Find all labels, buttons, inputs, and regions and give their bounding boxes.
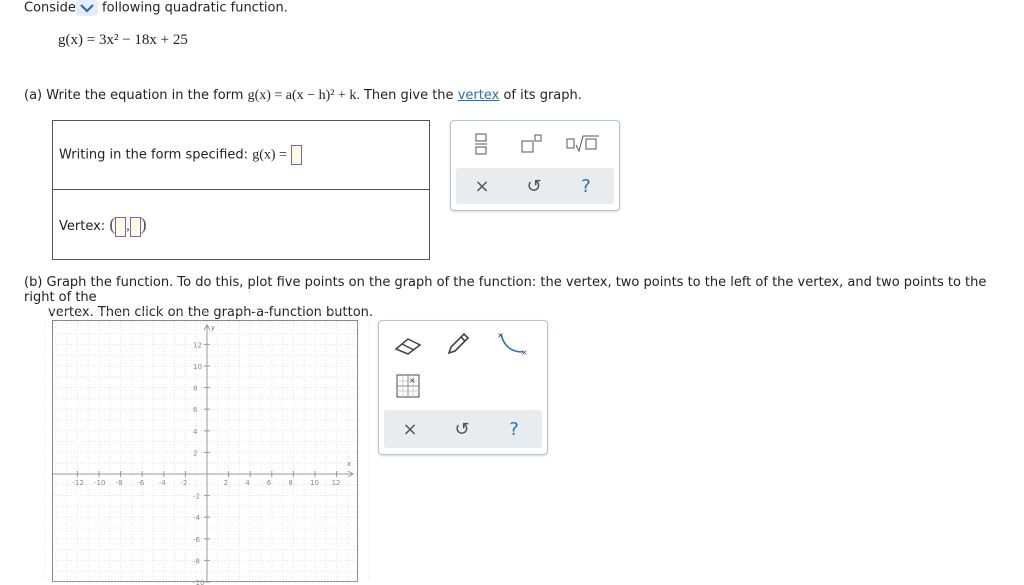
clear-icon[interactable]: × [474,175,490,197]
vertex-form-expression: g(x) = a(x − h)² + k. [247,88,360,103]
y-tick-label: -6 [193,535,200,544]
answer-row-vertex [53,190,429,259]
y-tick-label: -8 [193,557,200,566]
x-tick-label: -2 [180,479,188,487]
pencil-icon[interactable] [443,329,473,359]
x-tick-label: -8 [115,479,123,487]
vertex-k-input[interactable] [130,217,141,237]
y-tick-label: -2 [193,492,200,501]
x-tick-label: -4 [158,479,166,487]
part-a-text-end: of its graph. [503,88,582,103]
y-tick-label: 6 [193,406,198,415]
collapse-chevron-button[interactable] [76,0,98,16]
y-tick-label: 12 [193,341,202,350]
answer-box [52,120,430,260]
paren-close-icon: ) [140,214,147,234]
graph-toolbar [378,320,548,455]
x-tick-label: -12 [72,479,84,487]
vertex-row-label: Vertex: [59,219,106,234]
vertex-link[interactable]: vertex [457,88,500,103]
intro-text-end: following quadratic function. [102,0,288,16]
sqrt-icon[interactable] [565,131,601,157]
form-row-expression: g(x) = [252,147,287,163]
eraser-icon[interactable] [393,331,423,359]
x-tick-label: 4 [245,479,250,487]
form-answer-input[interactable] [291,145,302,165]
help-icon[interactable]: ? [581,175,591,197]
graph-help-icon[interactable]: ? [509,418,519,440]
svg-text:×: × [521,348,528,357]
intro-text-start: Conside [24,0,76,16]
graph-function-icon[interactable] [395,373,421,399]
parabola-tool-icon[interactable] [495,329,529,359]
y-axis-label: y [211,324,216,332]
x-tick-label: 2 [223,479,229,487]
part-b-label: (b) [24,275,43,290]
part-b-prompt [24,275,1019,320]
y-tick-label: 10 [193,363,202,371]
part-b-line1: Graph the function. To do this, plot five points on the graph of the function: the vertex, two points to the left of the vertex, and two points to the right of the [24,275,987,305]
part-a-text: Write the equation in the form [46,88,244,103]
x-tick-label: -10 [94,479,106,487]
part-a-label: (a) [24,88,43,103]
intro-line [24,0,288,16]
x-tick-label: -6 [137,479,145,487]
x-tick-label: 6 [266,479,272,487]
svg-text:×: × [409,376,416,385]
y-tick-label: 4 [193,427,198,436]
superscript-icon[interactable] [519,131,545,157]
y-tick-label: -4 [193,514,200,523]
x-tick-label: 12 [331,479,341,487]
x-tick-label: 8 [288,479,293,487]
x-axis-label: x [347,460,352,468]
graph-clear-icon[interactable]: × [402,418,418,440]
y-tick-label: 2 [193,449,198,458]
graph-canvas[interactable] [52,320,358,585]
y-tick-label: 8 [193,384,198,393]
graph-undo-icon[interactable]: ↺ [454,418,470,440]
vertex-h-input[interactable] [115,217,126,237]
x-tick-label: 10 [310,479,319,487]
math-keypad [450,120,620,211]
function-display: g(x) = 3x² − 18x + 25 [58,32,188,48]
svg-text:×: × [497,331,504,340]
part-b-line2: vertex. Then click on the graph-a-function button. [48,305,374,320]
form-row-label: Writing in the form specified: [59,147,249,163]
comma-icon: , [126,218,130,233]
fraction-icon[interactable] [469,131,493,157]
undo-icon[interactable]: ↺ [526,175,542,197]
part-a-prompt [24,88,582,104]
graph-svg[interactable] [53,321,357,585]
part-a-text-middle: Then give the [363,88,454,103]
y-tick-label: -10 [193,579,205,585]
paren-open-icon: ( [109,214,116,234]
answer-row-form [53,121,429,190]
